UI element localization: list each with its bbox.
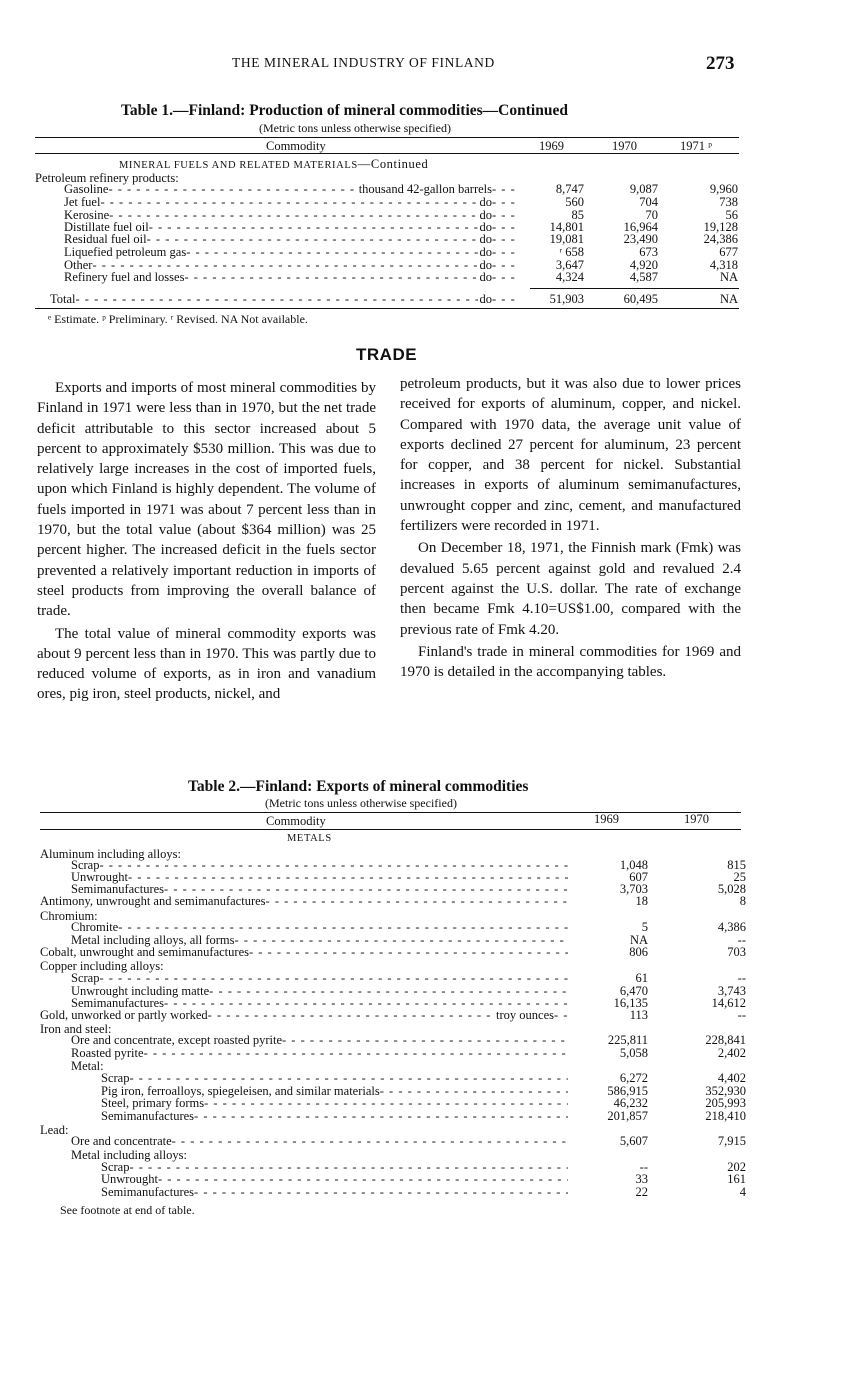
row-value-1969: 225,811 xyxy=(607,1033,648,1047)
table2-group-iron-steel: Iron and steel: xyxy=(40,1022,112,1036)
table-row xyxy=(0,1173,856,1185)
row-value-1970: 4 xyxy=(739,1185,746,1199)
leader-dots xyxy=(266,895,568,907)
row-value-1969: 85 xyxy=(571,208,584,222)
table-row xyxy=(0,1135,856,1147)
table1-section-rest: —Continued xyxy=(357,157,429,171)
table-row xyxy=(0,233,856,245)
row-value-1969: 61 xyxy=(635,971,648,985)
row-value-1969: 3,647 xyxy=(555,258,584,272)
leader-dots xyxy=(492,259,518,271)
leader-dots xyxy=(129,1072,568,1084)
trade-left-column xyxy=(37,378,376,707)
row-label xyxy=(40,1009,568,1021)
trade-paragraph-3: On December 18, 1971, the Finnish mark (Fmk) was devalued 5.65 percent against gold and revalued 2.4 percent against the U.S. dollar. The rate of exchange then became Fmk 4.10=US$1.00, compared with the previous rate of Fmk 4.20. xyxy=(400,540,741,638)
row-value-1971: 738 xyxy=(719,195,738,209)
table2-see-footnote: See footnote at end of table. xyxy=(60,1203,195,1217)
row-value-1970: -- xyxy=(737,971,746,985)
leader-dots xyxy=(99,859,568,871)
row-value-1970: 14,612 xyxy=(711,996,746,1010)
leader-dots xyxy=(492,209,518,221)
row-label-text: Ore and concentrate, except roasted pyrite xyxy=(71,1033,283,1047)
row-label xyxy=(64,233,518,245)
table1-total-1971: NA xyxy=(719,292,738,306)
row-unit: do xyxy=(479,195,492,209)
table-row xyxy=(0,183,856,195)
row-label-text: Unwrought xyxy=(101,1172,158,1186)
table2-section-heading: METALS xyxy=(287,833,332,844)
row-value-1971: 56 xyxy=(725,208,738,222)
leader-dots xyxy=(108,183,356,195)
table2-group-chromium: Chromium: xyxy=(40,909,98,923)
row-label xyxy=(101,1110,568,1122)
row-value-1970: 25 xyxy=(733,870,746,884)
row-value-1970: 352,930 xyxy=(705,1084,746,1098)
table1-total-unit: do xyxy=(479,292,492,306)
table1-section-heading xyxy=(119,157,428,172)
table-row xyxy=(0,271,856,283)
table1-section-small: MINERAL FUELS AND RELATED MATERIALS xyxy=(119,160,358,171)
table1-title: Table 1.—Finland: Production of mineral commodities—Continued xyxy=(121,102,568,119)
table-row xyxy=(0,1009,856,1021)
row-label-text: Scrap xyxy=(71,858,100,872)
row-label-text: Chromite xyxy=(71,920,119,934)
row-label xyxy=(71,921,568,933)
leader-dots xyxy=(147,233,478,245)
trade-paragraph-4: Finland's trade in mineral commodities for 1969 and 1970 is detailed in the accompanying tables. xyxy=(400,643,741,681)
leader-dots xyxy=(109,209,477,221)
table-row xyxy=(0,1047,856,1059)
row-label xyxy=(71,1135,568,1147)
leader-dots xyxy=(492,271,518,283)
leader-dots xyxy=(492,246,518,258)
table-row xyxy=(0,921,856,933)
table1-total-1969: 51,903 xyxy=(549,292,584,306)
row-value-1970: -- xyxy=(737,1008,746,1022)
row-value-1969: 22 xyxy=(635,1185,648,1199)
table-row xyxy=(0,895,856,907)
leader-dots xyxy=(209,985,568,997)
table2-top-rule xyxy=(40,812,741,813)
row-label-text: Gold, unworked or partly worked xyxy=(40,1008,208,1022)
row-label-text: Semimanufactures xyxy=(101,1109,195,1123)
table2-subtitle: (Metric tons unless otherwise specified) xyxy=(265,796,457,810)
row-value-1970: 704 xyxy=(639,195,658,209)
row-unit: do xyxy=(479,270,492,284)
table1-header-commodity: Commodity xyxy=(266,139,326,153)
row-label-text: Steel, primary forms xyxy=(101,1096,205,1110)
row-value-1969: 18 xyxy=(635,894,648,908)
row-unit: do xyxy=(479,258,492,272)
row-label-text: Other xyxy=(64,258,93,272)
row-label xyxy=(71,859,568,871)
leader-dots xyxy=(186,246,477,258)
table-row xyxy=(0,946,856,958)
page-number: 273 xyxy=(706,53,735,74)
table-row xyxy=(0,972,856,984)
row-value-1970: 2,402 xyxy=(717,1046,746,1060)
leader-dots xyxy=(380,1085,568,1097)
row-value-1970: 218,410 xyxy=(705,1109,746,1123)
leader-dots xyxy=(172,1135,568,1147)
leader-dots xyxy=(492,293,518,305)
leader-dots xyxy=(184,271,477,283)
row-value-1970: 23,490 xyxy=(623,232,658,246)
table-row xyxy=(0,1097,856,1109)
row-value-1970: 4,587 xyxy=(629,270,658,284)
row-value-1969: NA xyxy=(629,933,648,947)
row-label-text: Metal including alloys, all forms xyxy=(71,933,235,947)
table1-header-1971: 1971 ᵖ xyxy=(680,139,713,153)
row-value-1970: 161 xyxy=(727,1172,746,1186)
leader-dots xyxy=(249,946,568,958)
table2-group-lead: Lead: xyxy=(40,1123,69,1137)
row-value-1969: 560 xyxy=(565,195,584,209)
row-label xyxy=(101,1072,568,1084)
row-label xyxy=(64,271,518,283)
leader-dots xyxy=(235,934,568,946)
table1-total-1970: 60,495 xyxy=(623,292,658,306)
leader-dots xyxy=(208,1009,494,1021)
row-value-1971: 19,128 xyxy=(703,220,738,234)
row-value-1971: 677 xyxy=(719,245,738,259)
row-unit: do xyxy=(479,220,492,234)
row-value-1969: 33 xyxy=(635,1172,648,1186)
leader-dots xyxy=(194,1110,568,1122)
row-label-text: Pig iron, ferroalloys, spiegeleisen, and similar materials xyxy=(101,1084,380,1098)
row-label-text: Semimanufactures xyxy=(71,882,165,896)
row-unit: do xyxy=(479,245,492,259)
row-label-text: Kerosine xyxy=(64,208,110,222)
row-value-1969: 4,324 xyxy=(555,270,584,284)
row-label-text: Roasted pyrite xyxy=(71,1046,144,1060)
row-value-1969: 16,135 xyxy=(613,996,648,1010)
table1-subtitle: (Metric tons unless otherwise specified) xyxy=(259,121,451,135)
row-label-text: Refinery fuel and losses xyxy=(64,270,185,284)
row-value-1969: 14,801 xyxy=(549,220,584,234)
leader-dots xyxy=(100,196,477,208)
leader-dots xyxy=(118,921,568,933)
table1-total-label-wrap xyxy=(50,293,518,305)
row-value-1970: 4,402 xyxy=(717,1071,746,1085)
table1-top-rule xyxy=(35,137,739,138)
row-label-text: Ore and concentrate xyxy=(71,1134,172,1148)
row-label-text: Scrap xyxy=(101,1160,130,1174)
table1-header-rule xyxy=(35,153,739,154)
table2-group-copper: Copper including alloys: xyxy=(40,959,164,973)
row-value-1970: 202 xyxy=(727,1160,746,1174)
table-row xyxy=(0,246,856,258)
table1-total-row xyxy=(0,293,856,305)
row-value-1970: 8 xyxy=(739,894,746,908)
table2-group-metal: Metal: xyxy=(71,1059,104,1073)
leader-dots xyxy=(144,1047,568,1059)
row-value-1970: 3,743 xyxy=(717,984,746,998)
row-value-1969: 19,081 xyxy=(549,232,584,246)
leader-dots xyxy=(492,183,518,195)
row-value-1970: 4,386 xyxy=(717,920,746,934)
trade-right-column xyxy=(400,374,741,684)
row-label xyxy=(101,1161,568,1173)
row-value-1969: 3,703 xyxy=(619,882,648,896)
row-label-text: Unwrought xyxy=(71,870,128,884)
leader-dots xyxy=(492,233,518,245)
row-label-text: Unwrought including matte xyxy=(71,984,210,998)
row-unit: thousand 42-gallon barrels xyxy=(358,182,492,196)
row-label xyxy=(71,1034,568,1046)
row-unit: troy ounces xyxy=(496,1008,554,1022)
row-value-1970: 5,028 xyxy=(717,882,746,896)
table1-footnote: ᵉ Estimate. ᵖ Preliminary. ʳ Revised. NA Not available. xyxy=(48,312,308,326)
table1-total-label: Total xyxy=(50,292,76,306)
row-value-1969: -- xyxy=(639,1160,648,1174)
row-value-1969: 6,470 xyxy=(619,984,648,998)
trade-paragraph-2: The total value of mineral commodity exports was about 9 percent less than in 1970. This was partly due to reduced volume of exports, as in iron and vanadium ores, pig iron, steel products, nickel, and xyxy=(37,625,376,703)
row-value-1969: 5,607 xyxy=(619,1134,648,1148)
leader-dots xyxy=(99,972,568,984)
row-label xyxy=(40,946,568,958)
table1-header-1970: 1970 xyxy=(612,139,637,153)
table-row xyxy=(0,1034,856,1046)
row-unit: do xyxy=(479,208,492,222)
row-value-1969: 201,857 xyxy=(607,1109,648,1123)
row-value-1971: 9,960 xyxy=(709,182,738,196)
row-value-1969: 586,915 xyxy=(607,1084,648,1098)
table1-total-rule xyxy=(530,288,739,289)
row-label-text: Scrap xyxy=(71,971,100,985)
row-value-1970: 9,087 xyxy=(629,182,658,196)
row-value-1971: 24,386 xyxy=(703,232,738,246)
row-label xyxy=(64,183,518,195)
leader-dots xyxy=(492,221,518,233)
running-head: THE MINERAL INDUSTRY OF FINLAND xyxy=(232,55,495,70)
table2-header-commodity: Commodity xyxy=(266,814,326,828)
row-label xyxy=(40,895,568,907)
row-value-1970: 4,920 xyxy=(629,258,658,272)
table-row xyxy=(0,1110,856,1122)
row-value-1970: 7,915 xyxy=(717,1134,746,1148)
row-label xyxy=(101,1097,568,1109)
table-row xyxy=(0,1186,856,1198)
row-value-1969: 6,272 xyxy=(619,1071,648,1085)
row-label-text: Cobalt, unwrought and semimanufactures xyxy=(40,945,249,959)
row-label-text: Antimony, unwrought and semimanufactures xyxy=(40,894,266,908)
row-label-text: Semimanufactures xyxy=(71,996,165,1010)
table-row xyxy=(0,1072,856,1084)
row-value-1970: 16,964 xyxy=(623,220,658,234)
row-value-1970: 673 xyxy=(639,245,658,259)
row-label xyxy=(71,972,568,984)
row-value-1970: -- xyxy=(737,933,746,947)
row-value-1969: 8,747 xyxy=(555,182,584,196)
table2-header-1970: 1970 xyxy=(684,812,709,826)
row-value-1970: 815 xyxy=(727,858,746,872)
row-value-1971: NA xyxy=(719,270,738,284)
table2-group-lead-metal: Metal including alloys: xyxy=(71,1148,187,1162)
leader-dots xyxy=(129,1161,568,1173)
trade-paragraph-continued: petroleum products, but it was also due to lower prices received for exports of aluminum, copper, and nickel. Compared with 1970 data, the average unit value of exports declined 27 percent for aluminum, 23 percent for copper, and 38 percent for nickel. Substantial increases in exports of aluminum semimanufactures, unwrought copper and zinc, cement, and manufactured fertilizers were recorded in 1971. xyxy=(400,376,741,535)
table2-header-rule xyxy=(40,829,741,830)
row-label xyxy=(71,1047,568,1059)
table2-group-aluminum: Aluminum including alloys: xyxy=(40,847,181,861)
row-value-1969: 113 xyxy=(629,1008,648,1022)
row-value-1969: 5,058 xyxy=(619,1046,648,1060)
leader-dots xyxy=(204,1097,568,1109)
row-value-1969: 806 xyxy=(629,945,648,959)
row-unit: do xyxy=(479,232,492,246)
row-label xyxy=(64,246,518,258)
table1-group-label: Petroleum refinery products: xyxy=(35,171,179,185)
row-label-text: Semimanufactures xyxy=(101,1185,195,1199)
leader-dots xyxy=(492,196,518,208)
row-value-1969: 46,232 xyxy=(613,1096,648,1110)
row-label xyxy=(101,1173,568,1185)
row-label-text: Residual fuel oil xyxy=(64,232,147,246)
row-label-text: Gasoline xyxy=(64,182,109,196)
row-value-1971: 4,318 xyxy=(709,258,738,272)
leader-dots xyxy=(194,1186,568,1198)
row-value-1969: 1,048 xyxy=(619,858,648,872)
table2-title: Table 2.—Finland: Exports of mineral commodities xyxy=(188,778,529,795)
row-value-1970: 703 xyxy=(727,945,746,959)
table2-header-1969: 1969 xyxy=(594,812,619,826)
row-value-1970: 228,841 xyxy=(705,1033,746,1047)
trade-paragraph-1: Exports and imports of most mineral commodities by Finland in 1971 were less than in 1970, but the net trade deficit attributable to this sector increased about 5 percent to approximately $530 million. This was due to relatively large increases in the cost of imported fuels, upon which Finland is highly dependent. The volume of fuels imported in 1971 was about 7 percent less than in 1970, but the total value (about $364 million) was 25 percent higher. The increased deficit in the fuels sector prevented a relatively important reduction in imports of steel products from improving the overall balance of trade. xyxy=(37,380,376,620)
leader-dots xyxy=(554,1009,568,1021)
leader-dots xyxy=(76,293,478,305)
row-label-text: Distillate fuel oil xyxy=(64,220,149,234)
row-label-text: Liquefied petroleum gas xyxy=(64,245,187,259)
row-value-1970: 205,993 xyxy=(705,1096,746,1110)
row-value-1970: 70 xyxy=(645,208,658,222)
leader-dots xyxy=(128,871,568,883)
leader-dots xyxy=(282,1034,568,1046)
table1-header-1969: 1969 xyxy=(539,139,564,153)
row-value-1969: 5 xyxy=(641,920,648,934)
table1-bottom-rule xyxy=(35,308,739,309)
row-value-1969: 607 xyxy=(629,870,648,884)
row-label xyxy=(101,1186,568,1198)
row-label-text: Jet fuel xyxy=(64,195,101,209)
trade-heading: TRADE xyxy=(356,345,418,364)
leader-dots xyxy=(158,1173,568,1185)
row-value-1969: ʳ 658 xyxy=(559,245,584,259)
row-label xyxy=(64,196,518,208)
table-row xyxy=(0,859,856,871)
row-label-text: Scrap xyxy=(101,1071,130,1085)
leader-dots xyxy=(149,221,478,233)
table-row xyxy=(0,196,856,208)
